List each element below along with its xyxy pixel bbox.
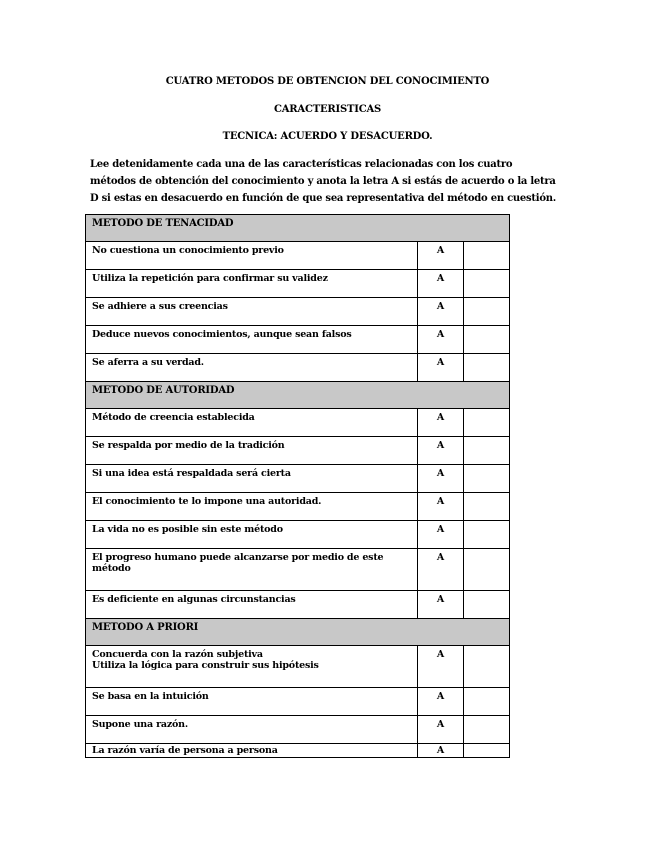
table-row: [86, 354, 510, 382]
table-row: [86, 270, 510, 298]
section-title-tenacidad: METODO DE TENACIDAD: [86, 215, 510, 242]
letter-a: A: [391, 176, 399, 187]
characteristic-line-1: Concuerda con la razón subjetiva: [92, 649, 263, 660]
answer-cell[interactable]: A: [418, 242, 464, 270]
blank-cell[interactable]: [464, 242, 510, 270]
table-row: [86, 242, 510, 270]
answer-cell[interactable]: A: [418, 409, 464, 437]
blank-cell[interactable]: [464, 744, 510, 758]
answer-cell[interactable]: A: [418, 354, 464, 382]
blank-cell[interactable]: [464, 549, 510, 591]
answer-cell[interactable]: A: [418, 549, 464, 591]
answer-cell[interactable]: A: [418, 716, 464, 744]
characteristic-cell: El progreso humano puede alcanzarse por medio de este método: [86, 549, 418, 591]
characteristic-cell: No cuestiona un conocimiento previo: [86, 242, 418, 270]
instructions-part-3: si estas en desacuerdo en función de que sea representativa del método en cuestión.: [98, 193, 557, 204]
answer-cell[interactable]: A: [418, 493, 464, 521]
characteristic-cell: Se adhiere a sus creencias: [86, 298, 418, 326]
characteristic-cell: Método de creencia establecida: [86, 409, 418, 437]
letter-d: D: [90, 193, 99, 204]
blank-cell[interactable]: [464, 298, 510, 326]
characteristic-cell: Se basa en la intuición: [86, 688, 418, 716]
section-header-row: [86, 215, 510, 242]
section-title-autoridad: METODO DE AUTORIDAD: [86, 382, 510, 409]
answer-cell[interactable]: A: [418, 437, 464, 465]
table-row: [86, 646, 510, 688]
table-row: [86, 744, 510, 758]
answer-cell[interactable]: A: [418, 591, 464, 619]
answer-cell[interactable]: A: [418, 298, 464, 326]
table-row: [86, 521, 510, 549]
answer-cell[interactable]: A: [418, 744, 464, 758]
table-row: [86, 326, 510, 354]
table-row: [86, 549, 510, 591]
characteristic-line-2: Utiliza la lógica para construir sus hipótesis: [92, 660, 319, 671]
document-title: CUATRO METODOS DE OBTENCION DEL CONOCIMIENTO: [165, 76, 490, 87]
table-row: [86, 298, 510, 326]
characteristics-table: [85, 214, 510, 758]
document-subtitle: CARACTERISTICAS: [273, 104, 382, 115]
blank-cell[interactable]: [464, 521, 510, 549]
table-row: [86, 465, 510, 493]
blank-cell[interactable]: [464, 354, 510, 382]
blank-cell[interactable]: [464, 493, 510, 521]
answer-cell[interactable]: A: [418, 465, 464, 493]
blank-cell[interactable]: [464, 646, 510, 688]
blank-cell[interactable]: [464, 437, 510, 465]
table-row: [86, 409, 510, 437]
table-row: [86, 591, 510, 619]
blank-cell[interactable]: [464, 270, 510, 298]
table-row: [86, 493, 510, 521]
blank-cell[interactable]: [464, 326, 510, 354]
characteristic-cell: Deduce nuevos conocimientos, aunque sean falsos: [86, 326, 418, 354]
table-row: [86, 688, 510, 716]
section-title-a-priori: METODO A PRIORI: [86, 619, 510, 646]
section-header-row: [86, 382, 510, 409]
answer-cell[interactable]: A: [418, 646, 464, 688]
characteristic-cell: Se respalda por medio de la tradición: [86, 437, 418, 465]
blank-cell[interactable]: [464, 465, 510, 493]
characteristic-cell: La razón varía de persona a persona: [86, 744, 418, 758]
blank-cell[interactable]: [464, 716, 510, 744]
characteristic-cell: La vida no es posible sin este método: [86, 521, 418, 549]
characteristic-cell: Se aferra a su verdad.: [86, 354, 418, 382]
blank-cell[interactable]: [464, 409, 510, 437]
table-row: [86, 716, 510, 744]
blank-cell[interactable]: [464, 591, 510, 619]
answer-cell[interactable]: A: [418, 326, 464, 354]
characteristic-cell: Si una idea está respaldada será cierta: [86, 465, 418, 493]
characteristic-cell: Es deficiente en algunas circunstancias: [86, 591, 418, 619]
blank-cell[interactable]: [464, 688, 510, 716]
section-header-row: [86, 619, 510, 646]
instructions-part-1: Lee detenidamente cada una de las características relacionadas con los cuatro métodos de obtención del conocimiento y anota la letra: [90, 159, 513, 187]
table-row: [86, 437, 510, 465]
characteristic-cell: El conocimiento te lo impone una autoridad.: [86, 493, 418, 521]
answer-cell[interactable]: A: [418, 688, 464, 716]
answer-cell[interactable]: A: [418, 270, 464, 298]
answer-cell[interactable]: A: [418, 521, 464, 549]
characteristic-cell: [86, 646, 418, 688]
instructions-paragraph: [90, 156, 560, 207]
technique-heading: TECNICA: ACUERDO Y DESACUERDO.: [222, 131, 433, 142]
characteristic-cell: Utiliza la repetición para confirmar su validez: [86, 270, 418, 298]
characteristic-cell: Supone una razón.: [86, 716, 418, 744]
instructions-part-2: si estás de acuerdo o la letra: [398, 176, 556, 187]
